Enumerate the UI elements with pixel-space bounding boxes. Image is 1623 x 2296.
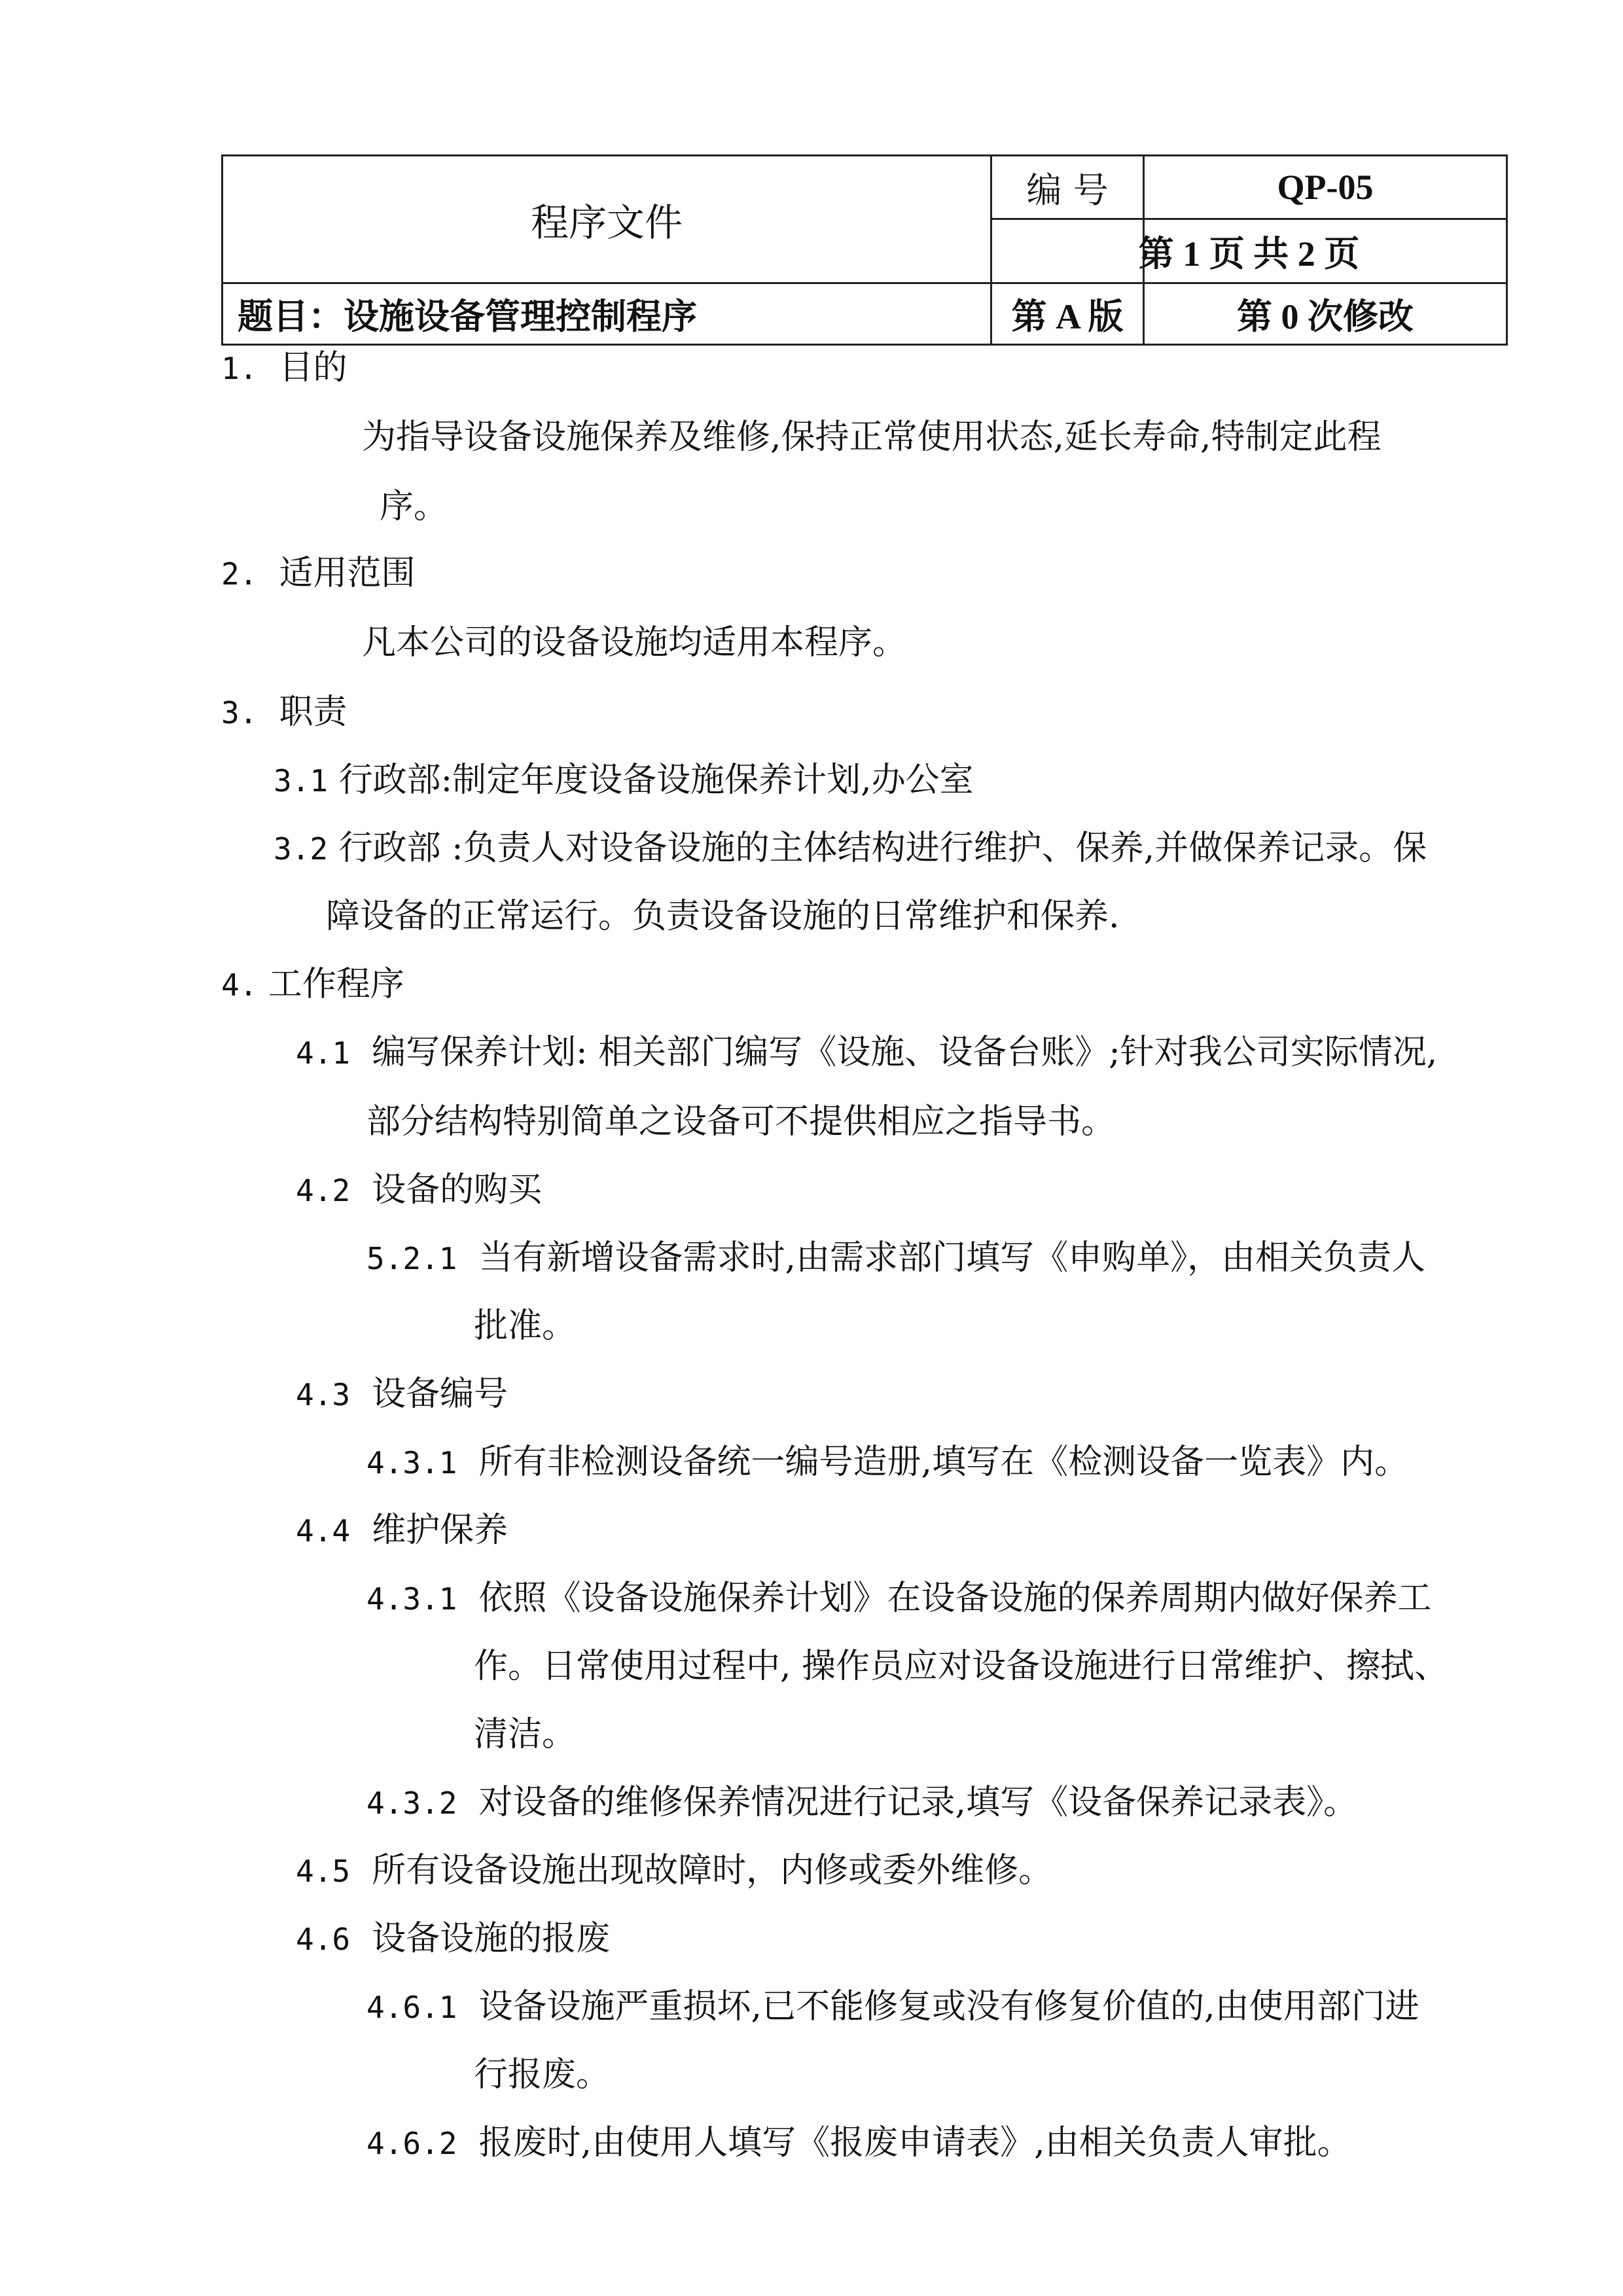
item-4-1: 4.1 编写保养计划: 相关部门编写《设施、设备台账》;针对我公司实际情况, bbox=[296, 1033, 1438, 1072]
item-4-4-1: 4.3.1 依照《设备设施保养计划》在设备设施的保养周期内做好保养工 bbox=[366, 1579, 1432, 1618]
item-3-2: 3.2 行政部 :负责人对设备设施的主体结构进行维护、保养,并做保养记录。保 bbox=[274, 829, 1427, 868]
purpose-text-cont: 序。 bbox=[380, 487, 448, 526]
code-label-cell: 编 号 bbox=[1026, 169, 1109, 211]
item-4-4-1-cont-b: 清洁。 bbox=[474, 1715, 577, 1754]
item-5-2-1: 5.2.1 当有新增设备需求时,由需求部门填写《申购单》，由相关负责人 bbox=[366, 1238, 1426, 1278]
item-4-3: 4.3 设备编号 bbox=[296, 1374, 508, 1414]
version-cell: 第 A 版 bbox=[1011, 297, 1124, 336]
item-4-1-cont: 部分结构特别简单之设备可不提供相应之指导书。 bbox=[366, 1102, 1116, 1141]
revision-cell: 第 0 次修改 bbox=[1237, 297, 1414, 336]
section-3-heading: 3. 职责 bbox=[221, 692, 348, 732]
item-4-4-1-cont-a: 作。日常使用过程中, 操作员应对设备设施进行日常维护、擦拭、 bbox=[474, 1647, 1449, 1686]
item-4-2: 4.2 设备的购买 bbox=[296, 1170, 543, 1210]
item-3-1: 3.1 行政部:制定年度设备设施保养计划,办公室 bbox=[274, 761, 974, 800]
item-4-6: 4.6 设备设施的报废 bbox=[296, 1919, 611, 1958]
page-info-cell: 第 1 页 共 2 页 bbox=[1138, 234, 1360, 274]
header-table bbox=[221, 154, 1508, 346]
section-1-heading: 1. 目的 bbox=[221, 348, 348, 387]
item-4-3-2: 4.3.2 对设备的维修保养情况进行记录,填写《设备保养记录表》。 bbox=[366, 1783, 1358, 1822]
section-4-heading: 4. 工作程序 bbox=[221, 965, 404, 1004]
subject-cell: 题目：设施设备管理控制程序 bbox=[238, 295, 697, 337]
item-4-6-2: 4.6.2 报废时,由使用人填写《报废申请表》,由相关负责人审批。 bbox=[366, 2123, 1351, 2162]
purpose-text: 为指导设备设施保养及维修,保持正常使用状态,延长寿命,特制定此程 bbox=[362, 418, 1382, 457]
scope-text: 凡本公司的设备设施均适用本程序。 bbox=[362, 623, 907, 662]
item-4-3-1: 4.3.1 所有非检测设备统一编号造册,填写在《检测设备一览表》内。 bbox=[366, 1443, 1409, 1482]
item-4-4: 4.4 维护保养 bbox=[296, 1511, 508, 1550]
doc-type-cell: 程序文件 bbox=[530, 200, 683, 245]
item-3-2-cont: 障设备的正常运行。负责设备设施的日常维护和保养. bbox=[326, 897, 1120, 936]
item-4-5: 4.5 所有设备设施出现故障时，内修或委外维修。 bbox=[296, 1851, 1053, 1890]
item-4-6-1: 4.6.1 设备设施严重损坏,已不能修复或没有修复价值的,由使用部门进 bbox=[366, 1987, 1419, 2026]
section-2-heading: 2. 适用范围 bbox=[221, 554, 416, 593]
code-value-cell: QP-05 bbox=[1277, 168, 1374, 207]
item-5-2-1-cont: 批准。 bbox=[474, 1306, 577, 1346]
item-4-6-1-cont: 行报废。 bbox=[474, 2055, 611, 2094]
